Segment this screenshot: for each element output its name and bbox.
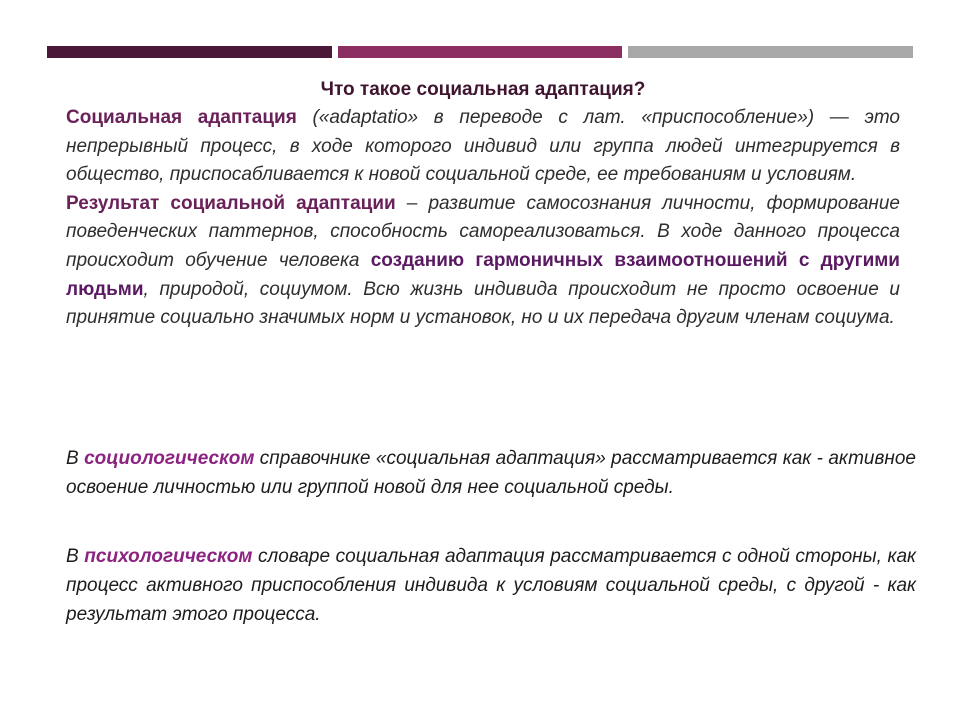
term-social-adaptation: Социальная адаптация (66, 107, 297, 128)
term-psychological: психологическом (84, 546, 253, 567)
sociology-paragraph (66, 444, 916, 502)
sociology-prefix: В (66, 448, 85, 469)
result-text-b: , природой, социумом. Всю жизнь индивида происходит не просто освоение и принятие социально значимых норм и установок, но и их передача другим членам социума. (66, 278, 900, 329)
slide-title: Что такое социальная адаптация? (320, 79, 646, 100)
decor-bar-magenta (338, 46, 622, 58)
psychology-paragraph (66, 542, 916, 629)
decor-bar-dark (47, 46, 332, 58)
result-paragraph (66, 190, 900, 333)
term-result: Результат социальной адаптации (66, 192, 396, 214)
definition-block (66, 76, 900, 333)
definition-paragraph (66, 104, 900, 190)
definition-text: («adaptatio» в переводе с лат. «приспособление») — это непрерывный процесс, в ходе которого индивид или группа людей интегрируется в общество, приспосабливается к новой социальной среде, ее требованиям и условиям. (66, 107, 900, 186)
psychology-text: словаре социальная адаптация рассматривается с одной стороны, как процесс активного приспособления индивида к условиям социальной среды, с другой - как результат этого процесса. (66, 546, 917, 625)
result-highlight: созданию гармоничных взаимоотношений с другими людьми (66, 249, 900, 300)
decor-bar-gray (628, 46, 913, 58)
result-text-a: – развитие самосознания личности, формирование поведенческих паттернов, способность самореализоваться. В ходе данного процесса происходит обучение человека (66, 192, 900, 271)
psychology-prefix: В (66, 546, 85, 567)
sociology-text: справочнике «социальная адаптация» рассматривается как - активное освоение личностью или группой новой для нее социальной среды. (66, 448, 916, 498)
term-sociological: социологическом (84, 448, 255, 469)
